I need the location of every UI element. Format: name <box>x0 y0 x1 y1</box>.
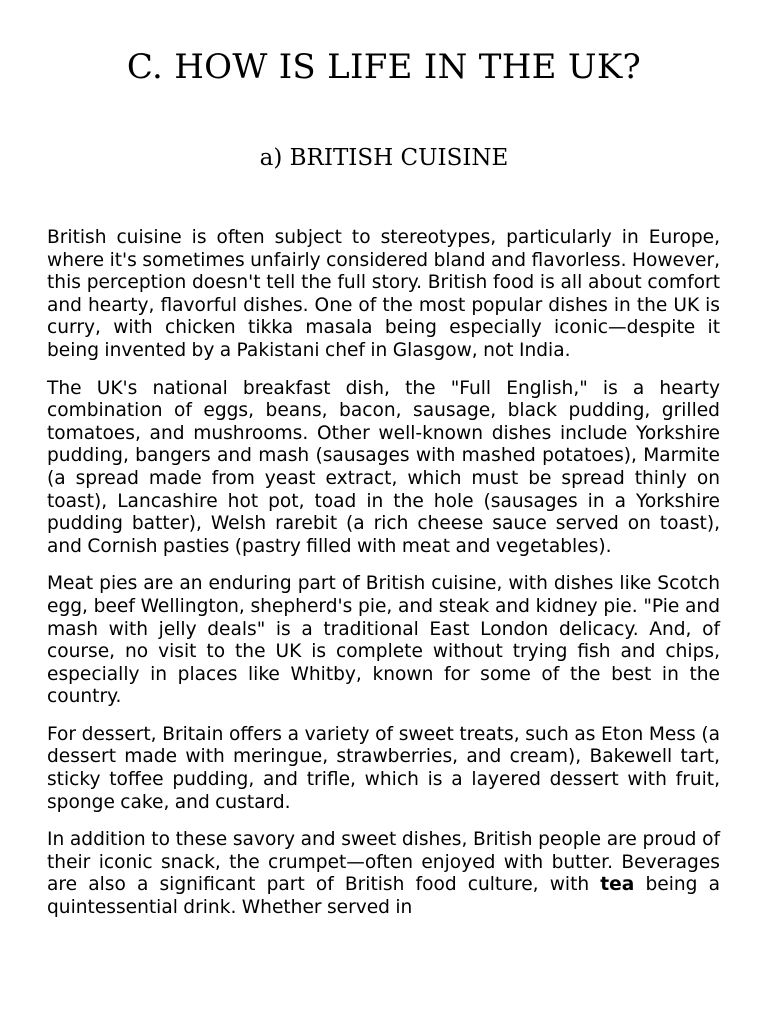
paragraph-text-start: In addition to these savory and sweet dishes, British people are proud of their iconic snack, the crumpet—often enjoyed with butter. Beverages are also a significant part of British food culture, with <box>47 829 720 896</box>
paragraph-intro: British cuisine is often subject to stereotypes, particularly in Europe, where it's sometimes unfairly considered bland and flavorless. However, this perception doesn't tell the full story. British food is all about comfort and hearty, flavorful dishes. One of the most popular dishes in the UK is curry, with chicken tikka masala being especially iconic—despite it being invented by a Pakistani chef in Glasgow, not India. <box>47 227 720 361</box>
paragraph-snacks-beverages <box>47 829 720 919</box>
page-title: C. HOW IS LIFE IN THE UK? <box>126 47 642 87</box>
bold-tea: tea <box>600 874 635 896</box>
paragraph-text-end: being a quintessential drink. Whether served in <box>47 874 720 919</box>
paragraph-dessert: For dessert, Britain offers a variety of sweet treats, such as Eton Mess (a dessert made with meringue, strawberries, and cream), Bakewell tart, sticky toffee pudding, and trifle, which is a layered dessert with fruit, sponge cake, and custard. <box>47 723 720 813</box>
section-heading: a) BRITISH CUISINE <box>259 145 509 171</box>
paragraph-breakfast: The UK's national breakfast dish, the "Full English," is a hearty combination of eggs, beans, bacon, sausage, black pudding, grilled tomatoes, and mushrooms. Other well-known dishes include Yorkshire pudding, bangers and mash (sausages with mashed potatoes), Marmite (a spread made from yeast extract, which must be spread thinly on toast), Lancashire hot pot, toad in the hole (sausages in a Yorkshire pudding batter), Welsh rarebit (a rich cheese sauce served on toast), and Cornish pasties (pastry filled with meat and vegetables). <box>47 377 720 557</box>
paragraph-meat-pies: Meat pies are an enduring part of British cuisine, with dishes like Scotch egg, beef Wellington, shepherd's pie, and steak and kidney pie. "Pie and mash with jelly deals" is a traditional East London delicacy. And, of course, no visit to the UK is complete without trying fish and chips, especially in places like Whitby, known for some of the best in the country. <box>47 573 720 708</box>
body-text <box>47 227 720 935</box>
